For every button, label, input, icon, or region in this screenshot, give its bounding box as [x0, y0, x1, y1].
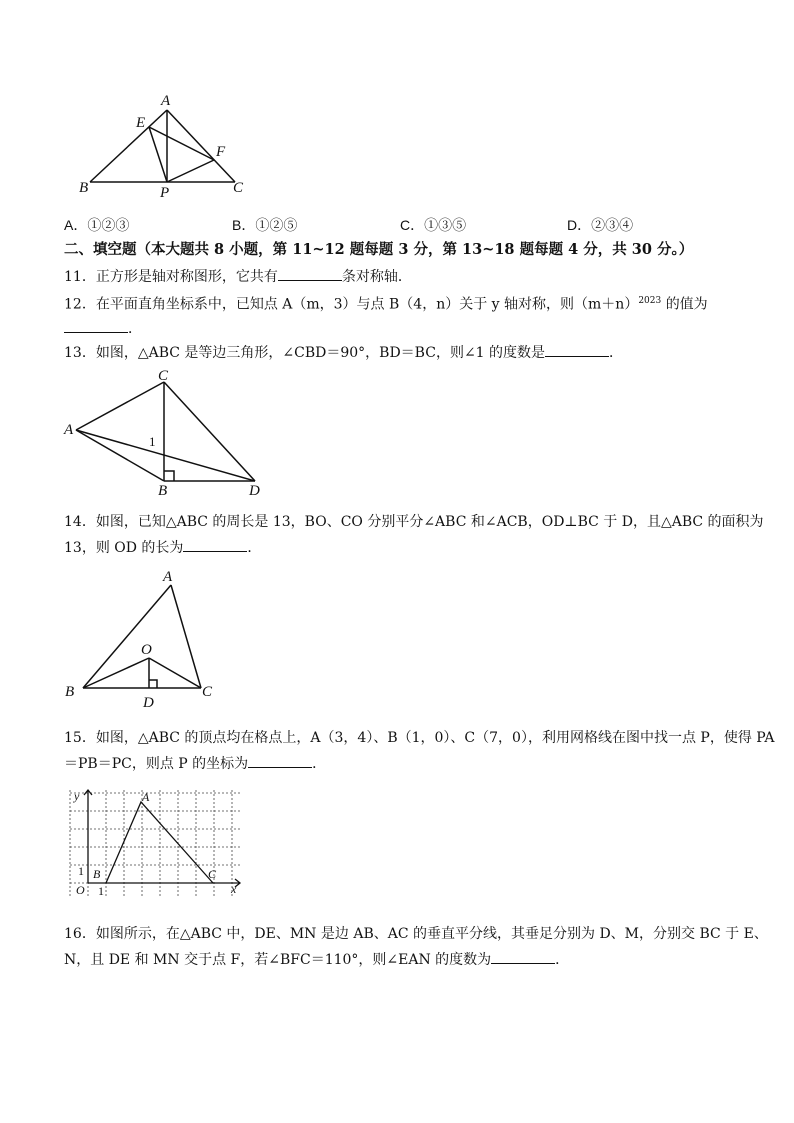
q10-label-a: A	[161, 93, 171, 109]
q16-answer-blank	[491, 949, 555, 964]
q13-answer-blank	[545, 342, 609, 357]
q14-label-o: O	[141, 642, 152, 658]
q10-label-p: P	[160, 185, 170, 201]
q12-line1: 12．在平面直角坐标系中，已知点 A（m，3）与点 B（4，n）关于 y 轴对称，则$(m+n)^{2023}$ 的值为	[64, 296, 708, 313]
q13: 13．如图，△ABC 是等边三角形，∠CBD＝90°，BD＝BC，则∠1 的度数是 ．	[64, 342, 623, 363]
q12-line2: ．	[64, 318, 142, 339]
q15-grid-figure	[68, 786, 246, 900]
q15-line1: 15．如图，△ABC 的顶点均在格点上，A（3，4）、B（1，0）、C（7，0），利用网格线在图中找一点 P，使得 PA	[64, 730, 775, 746]
q10-label-b: B	[79, 180, 89, 196]
option-b: B．①②⑤	[232, 217, 298, 233]
option-c: C．①③⑤	[400, 217, 467, 233]
q15-label-c: C	[208, 867, 217, 881]
q15-label-x1: 1	[98, 884, 104, 898]
q16-line2: N，且 DE 和 MN 交于点 F，若∠BFC＝110°，则∠EAN 的度数为 ．	[64, 949, 569, 970]
q13-figure	[60, 368, 270, 500]
q11: 11．正方形是轴对称图形，它共有 条对称轴．	[64, 266, 412, 287]
q13-label-1: 1	[149, 434, 156, 449]
q13-label-b: B	[158, 483, 168, 499]
q15-label-a: A	[142, 790, 150, 804]
q16-line1: 16．如图所示，在△ABC 中，DE、MN 是边 AB、AC 的垂直平分线，其垂足分别为 D、M，分别交 BC 于 E、	[64, 926, 768, 942]
q15-label-y1: 1	[78, 864, 84, 878]
q14-label-b: B	[65, 684, 75, 700]
q14-label-c: C	[202, 684, 213, 700]
q14-line2: 13，则 OD 的长为 ．	[64, 537, 261, 558]
q15-label-o: O	[76, 883, 85, 897]
q11-answer-blank	[278, 266, 342, 281]
q15-label-y: y	[74, 789, 80, 803]
q14-answer-blank	[183, 537, 247, 552]
q14-figure	[60, 566, 230, 714]
q13-label-a: A	[64, 422, 74, 438]
q14-label-d: D	[143, 695, 154, 711]
option-a: A．①②③	[64, 217, 130, 233]
section-heading: 二、填空题（本大题共 8 小题，第 11~12 题每题 3 分，第 13~18 题每题 4 分，共 30 分。）	[64, 241, 694, 258]
q15-label-x: x	[231, 882, 237, 896]
q15-line2: ＝PB＝PC，则点 P 的坐标为 ．	[64, 753, 326, 774]
option-d: D．②③④	[567, 217, 634, 233]
q10-label-f: F	[216, 144, 226, 160]
q13-label-d: D	[249, 483, 260, 499]
q15-answer-blank	[248, 753, 312, 768]
q13-label-c: C	[158, 368, 169, 384]
q14-line1: 14．如图，已知△ABC 的周长是 13，BO、CO 分别平分∠ABC 和∠ACB，OD⊥BC 于 D，且△ABC 的面积为	[64, 514, 764, 530]
q12-answer-blank	[64, 318, 128, 333]
q10-figure	[74, 90, 254, 202]
q14-label-a: A	[163, 569, 173, 585]
q15-label-b: B	[93, 867, 101, 881]
q10-label-e: E	[136, 115, 146, 131]
q10-label-c: C	[233, 180, 244, 196]
